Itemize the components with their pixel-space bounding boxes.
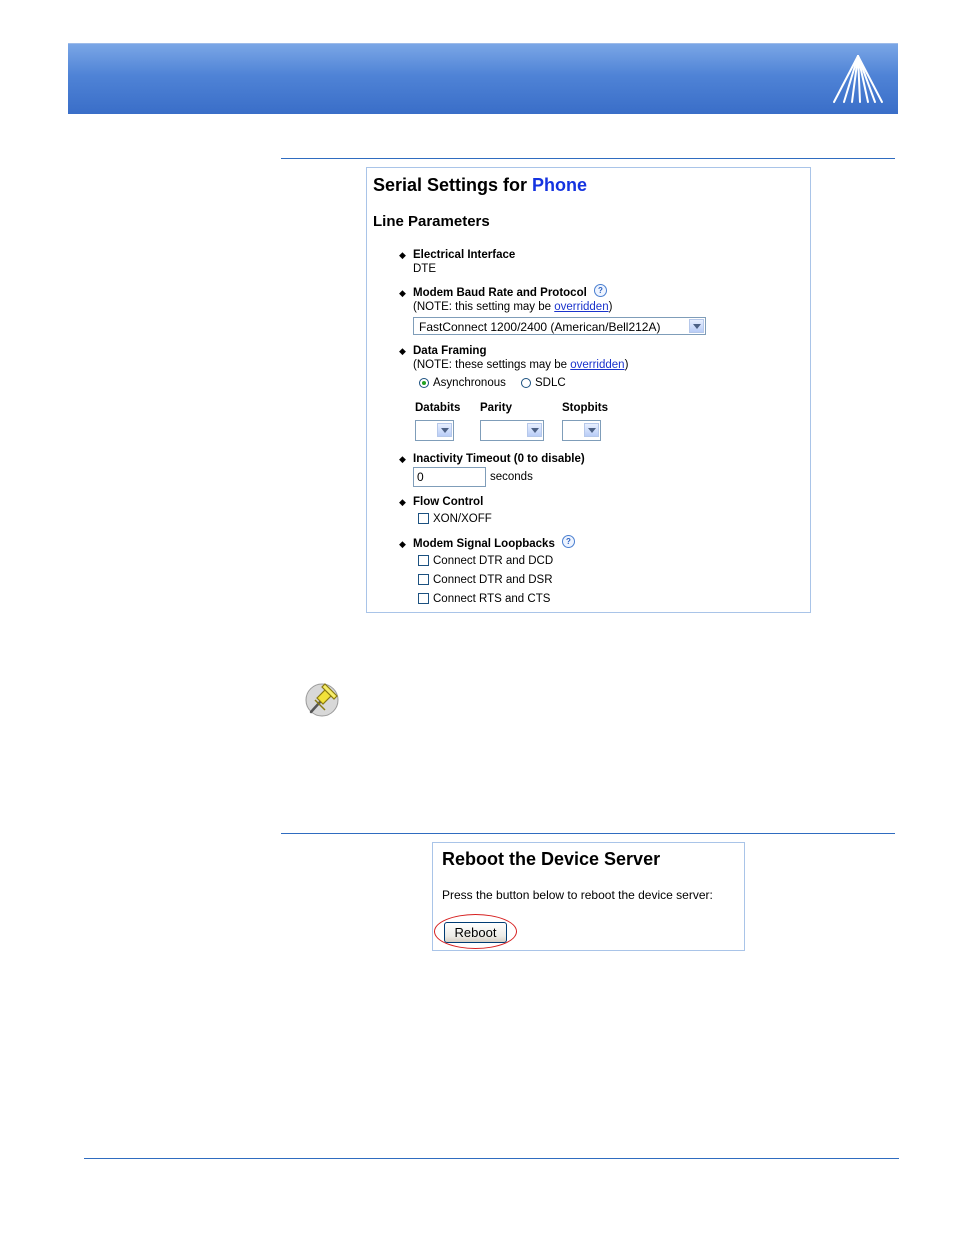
chevron-down-icon[interactable]	[437, 423, 452, 437]
chevron-down-icon[interactable]	[584, 423, 599, 437]
overridden-link[interactable]: overridden	[554, 301, 609, 313]
dtr-dcd-label: Connect DTR and DCD	[433, 555, 554, 567]
bullet-icon: ◆	[399, 497, 406, 507]
parity-select[interactable]	[480, 420, 544, 441]
sdlc-label: SDLC	[535, 377, 566, 389]
baud-rate-note	[413, 301, 612, 313]
asynchronous-label: Asynchronous	[433, 377, 506, 389]
section-rule-middle	[281, 833, 895, 834]
serial-settings-panel	[366, 167, 811, 613]
help-icon[interactable]: ?	[594, 284, 607, 297]
footer-rule	[84, 1158, 899, 1159]
seconds-label: seconds	[490, 471, 533, 483]
rts-cts-label: Connect RTS and CTS	[433, 593, 551, 605]
data-framing-note	[413, 359, 628, 371]
data-framing-label: Data Framing	[413, 345, 487, 357]
overridden-link[interactable]: overridden	[570, 359, 625, 371]
note-text: (NOTE: this setting may be	[413, 301, 555, 313]
line-parameters-heading: Line Parameters	[373, 213, 490, 230]
sdlc-radio[interactable]	[521, 378, 531, 388]
pushpin-icon	[303, 678, 343, 718]
parity-label: Parity	[480, 402, 512, 414]
chevron-down-icon[interactable]	[527, 423, 542, 437]
bullet-icon: ◆	[399, 288, 406, 298]
inactivity-timeout-label: Inactivity Timeout (0 to disable)	[413, 453, 585, 465]
electrical-interface-label: Electrical Interface	[413, 249, 516, 261]
note-text: )	[608, 301, 613, 313]
bullet-icon: ◆	[399, 346, 406, 356]
title-accent: Phone	[532, 175, 588, 195]
dtr-dcd-checkbox[interactable]	[418, 555, 429, 566]
baud-rate-select[interactable]	[413, 317, 706, 335]
triangle-logo-icon	[830, 52, 886, 106]
chevron-down-icon[interactable]	[689, 319, 704, 333]
bullet-icon: ◆	[399, 539, 406, 549]
xon-xoff-label: XON/XOFF	[433, 513, 492, 525]
databits-label: Databits	[415, 402, 461, 414]
serial-settings-title	[373, 175, 587, 196]
dtr-dsr-label: Connect DTR and DSR	[433, 574, 553, 586]
modem-loopbacks-label: Modem Signal Loopbacks	[413, 538, 555, 550]
stopbits-label: Stopbits	[562, 402, 608, 414]
help-icon[interactable]: ?	[562, 535, 575, 548]
databits-select[interactable]	[415, 420, 454, 441]
note-text: )	[624, 359, 629, 371]
bullet-icon: ◆	[399, 454, 406, 464]
baud-rate-selected: FastConnect 1200/2400 (American/Bell212A)	[419, 320, 661, 334]
dtr-dsr-checkbox[interactable]	[418, 574, 429, 585]
reboot-title: Reboot the Device Server	[442, 849, 661, 869]
page-header-bar	[68, 43, 898, 114]
reboot-button[interactable]: Reboot	[444, 922, 507, 943]
section-rule-top	[281, 158, 895, 159]
asynchronous-radio[interactable]	[419, 378, 429, 388]
reboot-description: Press the button below to reboot the device server:	[442, 888, 713, 902]
xon-xoff-checkbox[interactable]	[418, 513, 429, 524]
bullet-icon: ◆	[399, 250, 406, 260]
rts-cts-checkbox[interactable]	[418, 593, 429, 604]
stopbits-select[interactable]	[562, 420, 601, 441]
electrical-interface-value: DTE	[413, 263, 436, 275]
title-prefix: Serial Settings for	[373, 175, 533, 195]
inactivity-timeout-input[interactable]: 0	[413, 467, 486, 487]
reboot-panel	[432, 842, 745, 951]
flow-control-label: Flow Control	[413, 496, 484, 508]
baud-rate-label: Modem Baud Rate and Protocol	[413, 287, 587, 299]
note-text: (NOTE: these settings may be	[413, 359, 571, 371]
